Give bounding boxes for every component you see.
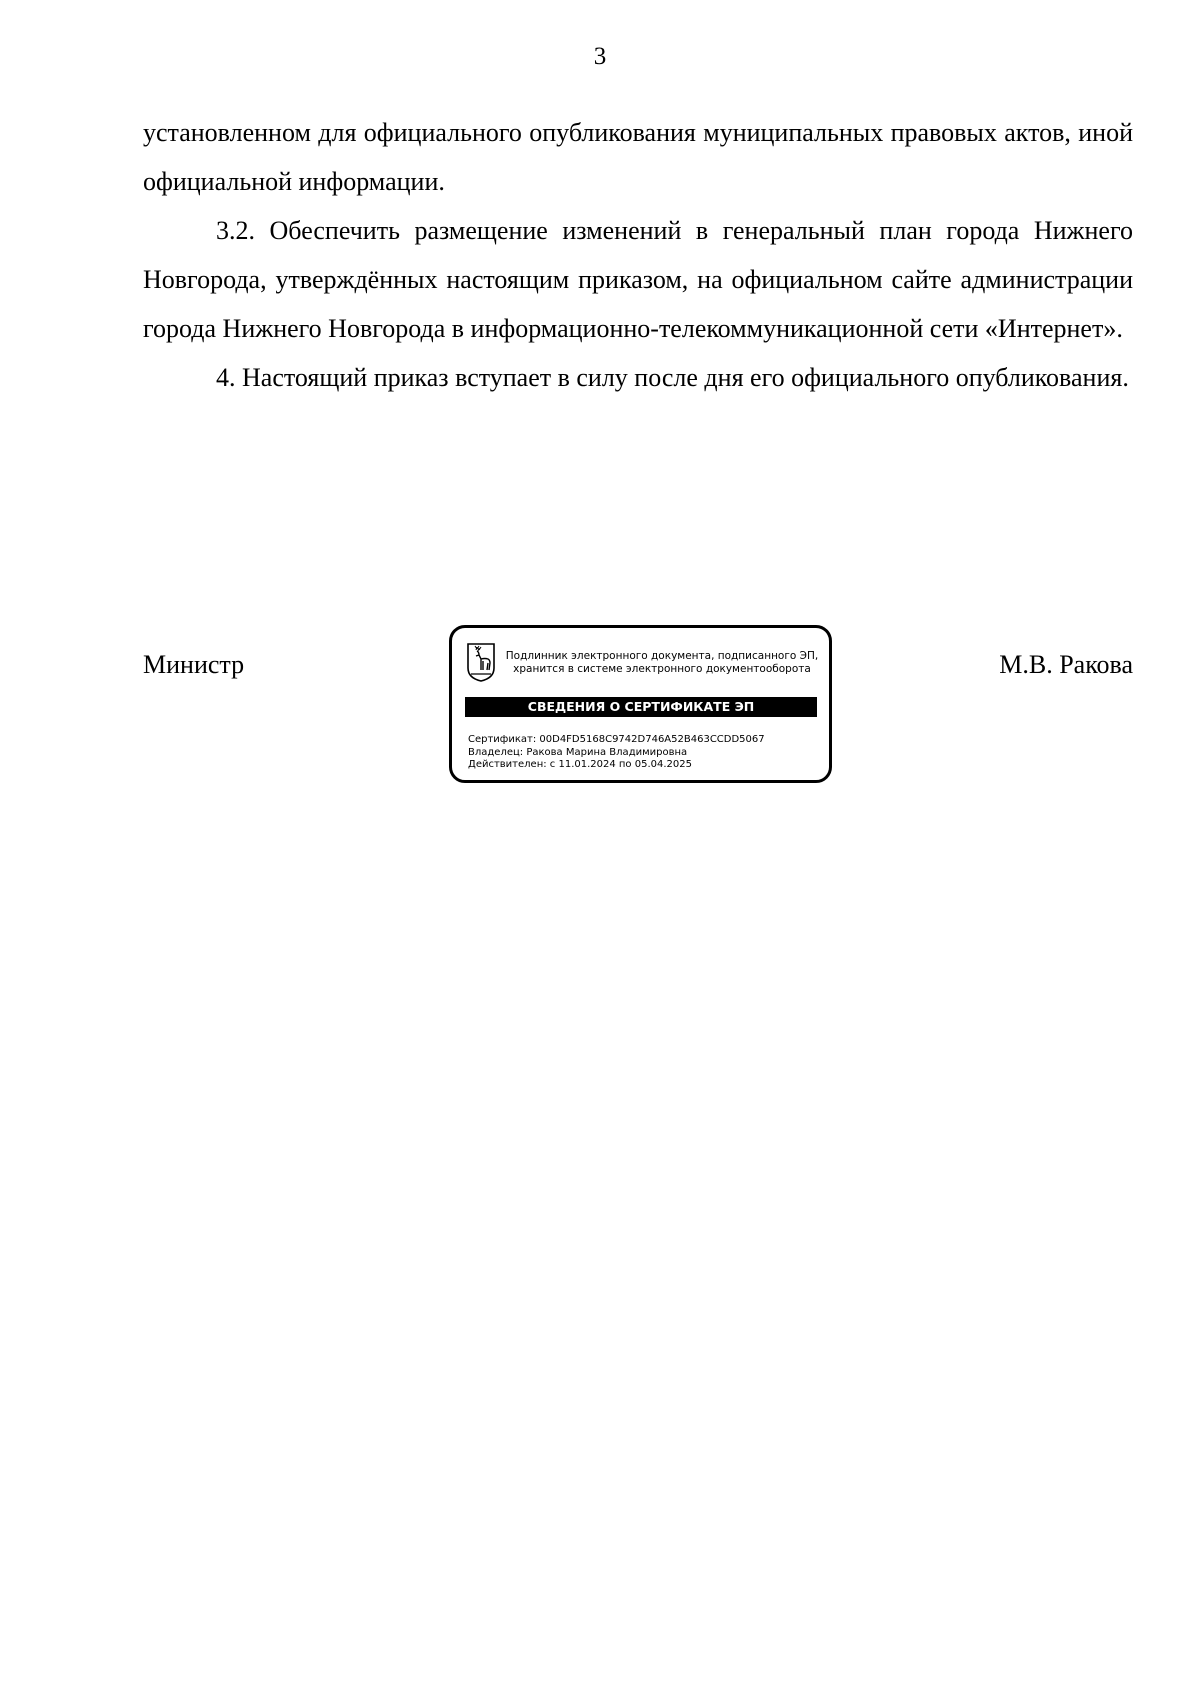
deer-coat-of-arms-icon — [466, 642, 496, 682]
stamp-header-line: хранится в системе электронного документооборота — [513, 663, 811, 675]
certificate-owner: Владелец: Ракова Марина Владимировна — [468, 746, 688, 758]
certificate-details — [468, 734, 823, 772]
paragraph-3-2: 3.2. Обеспечить размещение изменений в генеральный план города Нижнего Новгорода, утверждённых настоящим приказом, на официальном сайте администрации города Нижнего Новгорода в информационно-телекоммуникационной сети «Интернет». — [143, 216, 1133, 343]
signer-name: М.В. Ракова — [999, 650, 1133, 679]
page-number: 3 — [593, 43, 607, 70]
paragraph-4: 4. Настоящий приказ вступает в силу после дня его официального опубликования. — [216, 363, 1129, 392]
paragraph-continuation: установленном для официального опубликования муниципальных правовых актов, иной официальной информации. — [143, 118, 1133, 196]
certificate-validity: Действителен: с 11.01.2024 по 05.04.2025 — [468, 759, 692, 770]
stamp-header — [502, 650, 822, 676]
document-body — [143, 108, 1133, 402]
signer-title: Министр — [143, 650, 245, 679]
stamp-header-line: Подлинник электронного документа, подписанного ЭП, — [505, 650, 819, 662]
certificate-number: Сертификат: 00D4FD5168C9742D746A52B463CCDD5067 — [468, 734, 765, 745]
electronic-signature-stamp — [449, 625, 832, 783]
certificate-info-title: СВЕДЕНИЯ О СЕРТИФИКАТЕ ЭП — [465, 697, 817, 717]
